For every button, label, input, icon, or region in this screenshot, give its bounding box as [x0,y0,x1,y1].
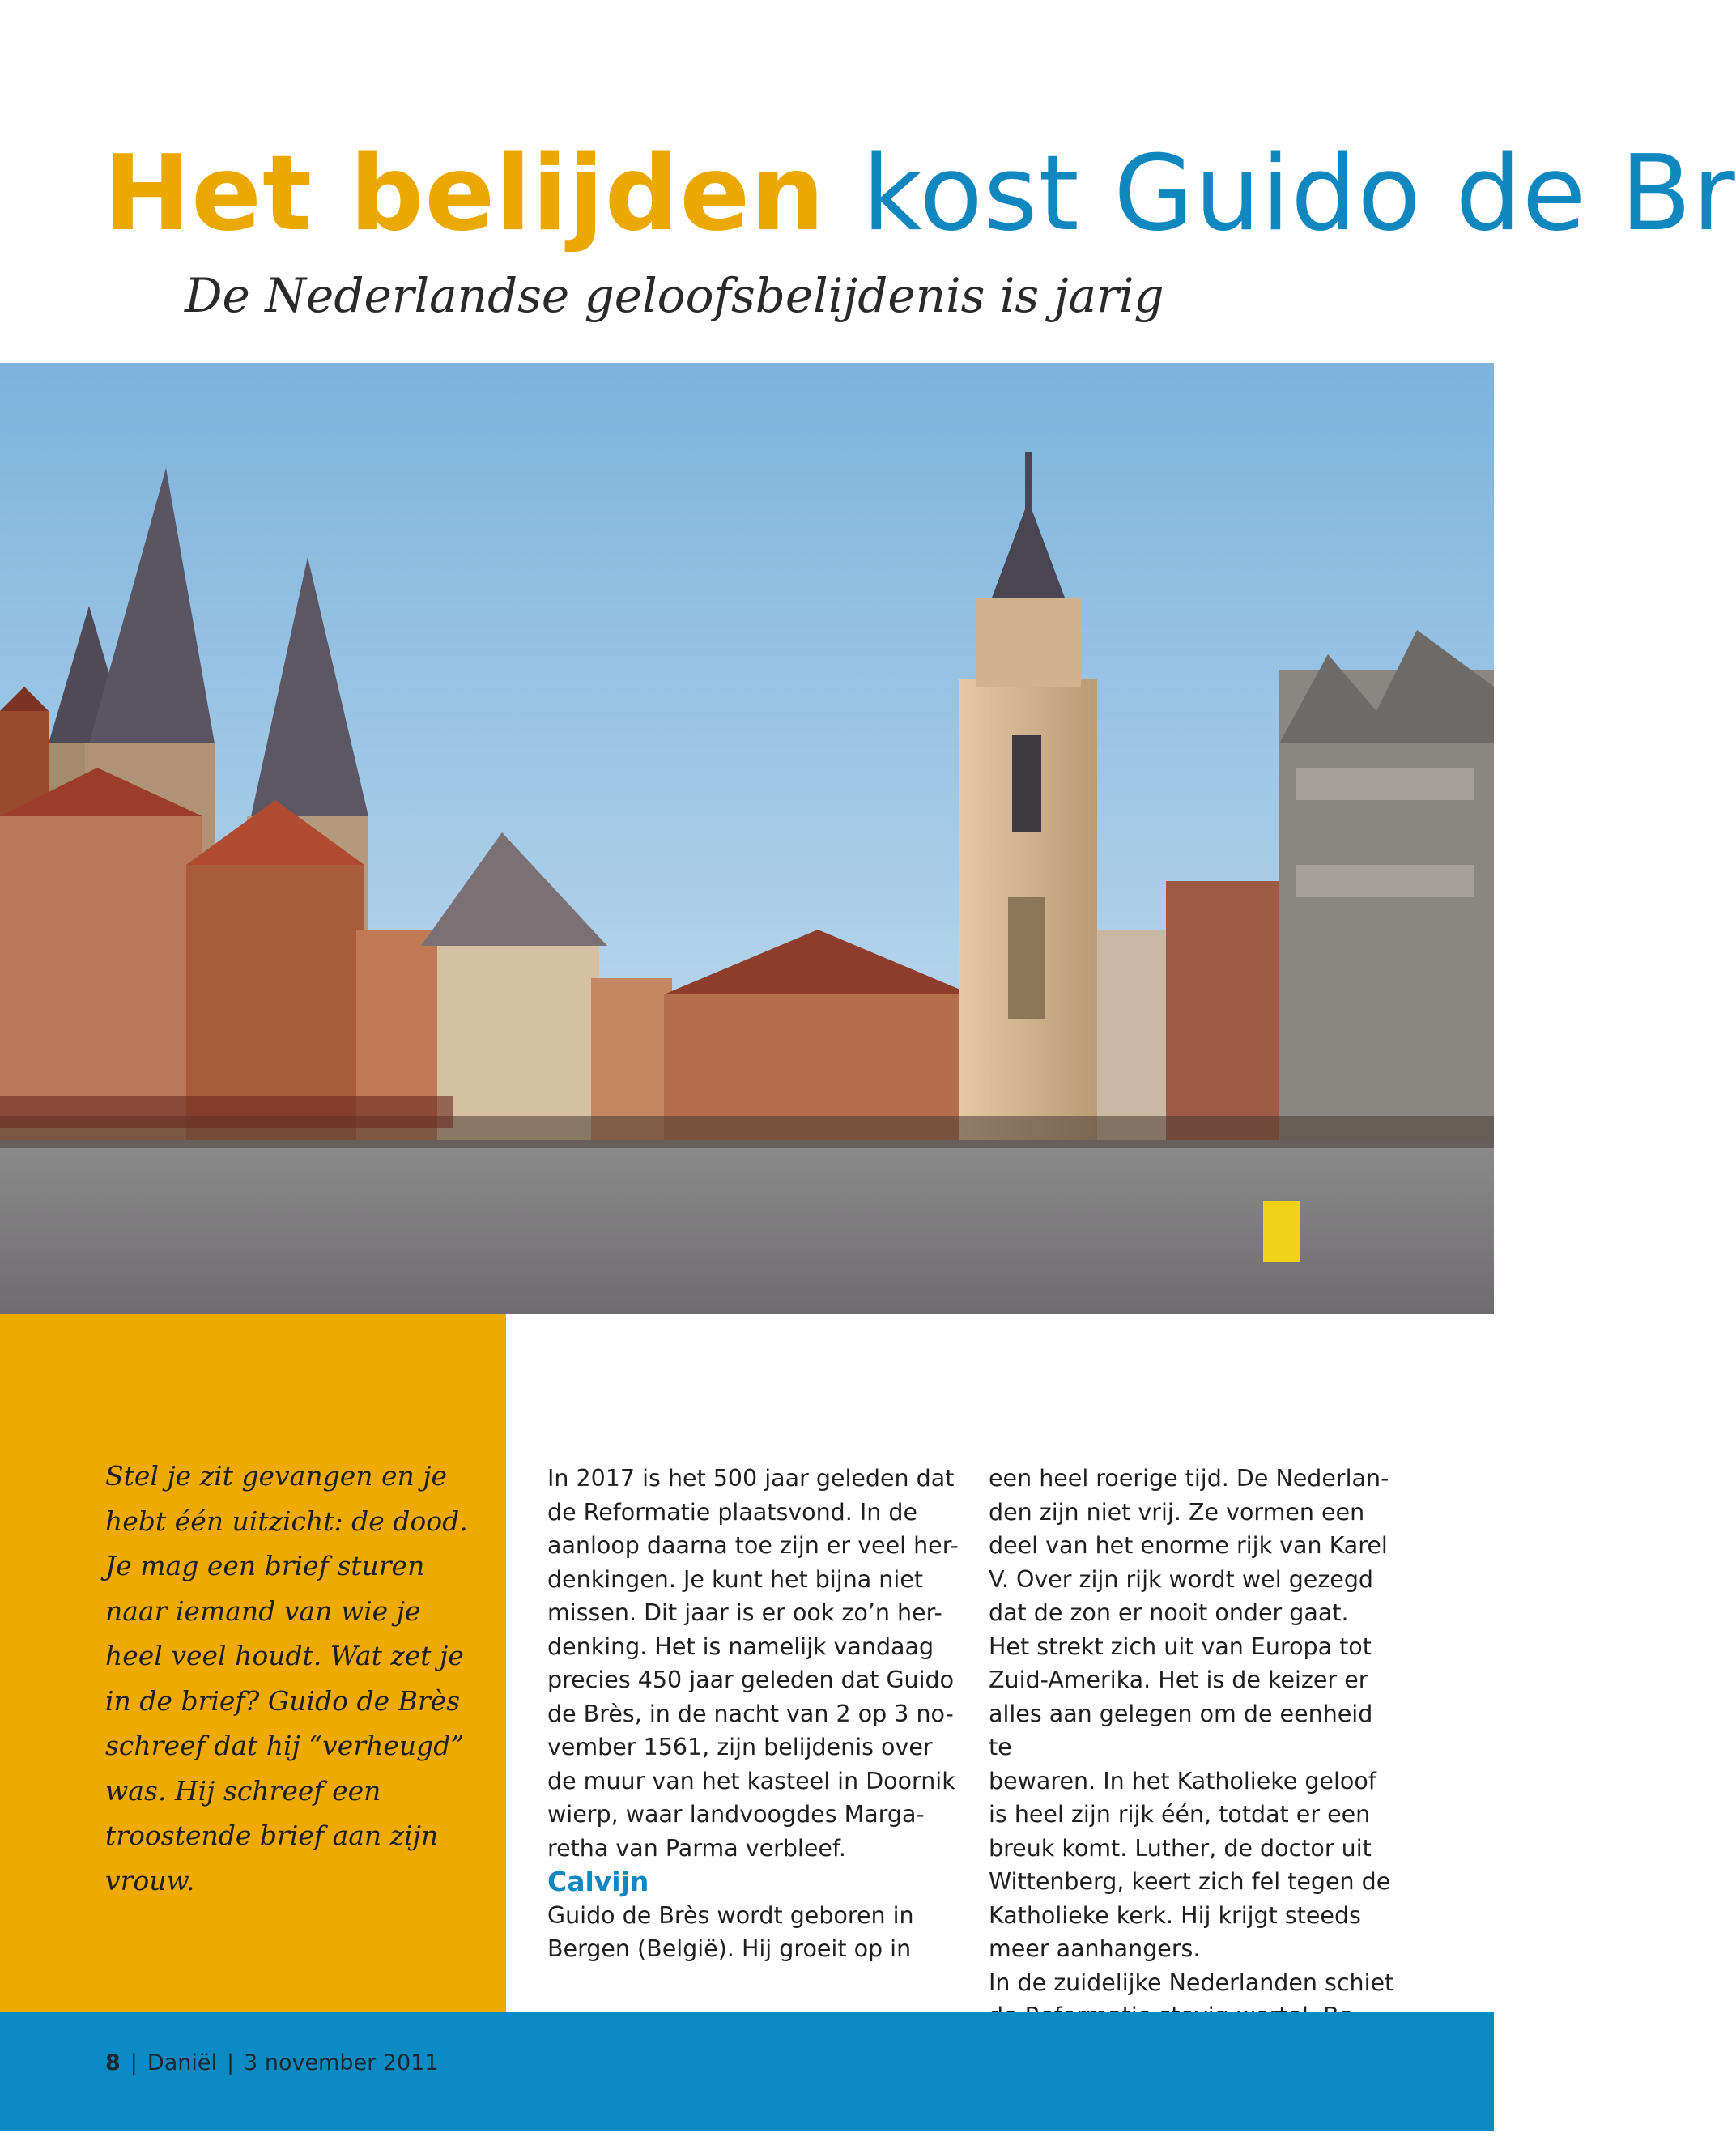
footer [105,2047,439,2080]
magazine-name: Daniël [147,2050,217,2075]
column-1-paragraph-2: Guido de Brès wordt geboren in Bergen (België). Hij groeit op in [547,1901,914,1962]
headline-part-2: kost Guido de Br [862,134,1736,254]
page-number: 8 [105,2050,121,2075]
footer-separator-2: | [226,2050,235,2075]
headline [104,134,1736,255]
column-1-paragraph-1: In 2017 is het 500 jaar geleden dat de Reformatie plaatsvond. In de aanloop daarna toe zijn er veel her- denkingen. Je kunt het bijna niet missen. Dit jaar is er ook zo’n her- denking. Het is namelijk vandaag precies 450 jaar geleden dat Guido de Brès, in de nacht van 2 op 3 no- vember 1561, zijn belijdenis over de muur van het kasteel in Doornik wierp, waar landvoogdes Marga- retha van Parma verbleef. [547,1465,959,1862]
article-column-1 [547,1462,960,1966]
column-2-paragraph-1: een heel roerige tijd. De Nederlan- den zijn niet vrij. Ze vormen een deel van het enorme rijk van Karel V. Over zijn rijk wordt wel gezegd dat de zon er nooit onder gaat. Het strekt zich uit van Europa tot Zuid-Amerika. Het is de keizer er alles aan gelegen om de eenheid te bewaren. In het Katholieke geloof is heel zijn rijk één, totdat er een breuk komt. Luther, de doctor uit Wittenberg, keert zich fel tegen de Katholieke kerk. Hij krijgt steeds meer aanhangers. In de zuidelijke Nederlanden schiet [989,1465,1394,1996]
subheading-calvijn: Calvijn [547,1866,649,1897]
article-column-2 [989,1462,1402,2033]
headline-part-1: Het belijden [104,134,826,254]
footer-separator-1: | [130,2050,138,2075]
intro-text: Stel je zit gevangen en je hebt één uitzicht: de dood. Je mag een brief sturen naar iemand van wie je heel veel houdt. Wat zet je in de brief? Guido de Brès schreef dat hij “verheugd” was. Hij schreef een troostende brief aan zijn vrouw. [105,1460,468,1896]
subtitle: De Nederlandse geloofsbelijdenis is jarig [185,268,1164,323]
town-square-photo [0,363,1494,1314]
issue-date: 3 november 2011 [244,2050,439,2075]
